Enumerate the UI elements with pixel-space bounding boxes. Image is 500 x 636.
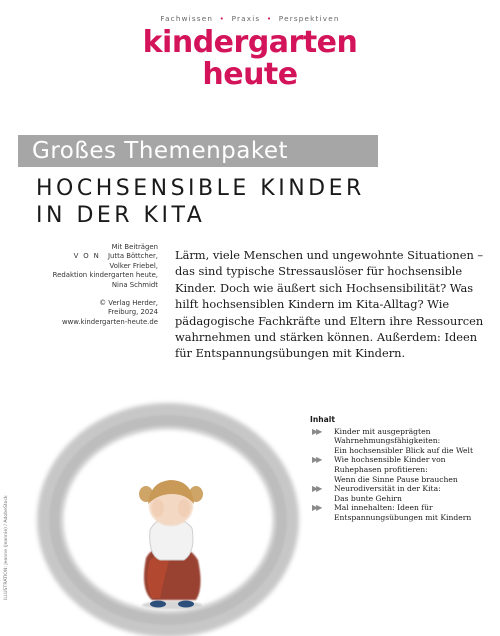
credits-author-4: Nina Schmidt [111,280,158,289]
headline-line-1: HOCHSENSIBLE KINDER [36,176,365,201]
tagline-item-3: Perspektiven [278,14,340,23]
double-arrow-icon: ▶▶ [312,426,321,436]
credits-author-1: Jutta Böttcher, [108,252,158,261]
credits-copyright-2: Freiburg, 2024 [107,308,158,317]
toc-item-line: Wahrnehmungsfähigkeiten: [334,436,441,446]
toc-item-line: Mal innehalten: Ideen für [334,503,433,513]
credits-author-2: Volker Friebel, [109,261,158,270]
toc-title: Inhalt [310,415,335,424]
credits-author-3: Redaktion kindergarten heute, [52,271,158,280]
headline-line-2: IN DER KITA [36,203,206,228]
image-credit: ILLUSTRATION: Jeanne (Jeannie) / AdobeStock [4,495,9,600]
tagline-item-1: Fachwissen [160,14,214,23]
double-arrow-icon: ▶▶ [312,484,321,494]
tagline-dot-2: • [266,14,273,23]
toc-item-line: Das bunte Gehirn [334,493,402,503]
toc-item-line: Neurodiversität in der Kita: [334,484,441,494]
toc-item-line: Ein hochsensibler Blick auf die Welt [334,445,474,455]
toc-item-line: Ruhephasen profitieren: [334,464,428,474]
toc-item-line: Wenn die Sinne Pause brauchen [334,474,458,484]
double-arrow-icon: ▶▶ [312,455,321,465]
tagline-dot-1: • [219,14,226,23]
credits-website[interactable]: www.kindergarten-heute.de [61,317,158,326]
intro-text: Lärm, viele Menschen und ungewohnte Situationen – das sind typische Stressauslöser für hochsensible Kinder. Doch wie äußert sich Hochsensibilität? Was hilft hochsensiblen Kindern im Kita-Alltag? Wie pädagogische Fachkräfte und Eltern ihre Ressourcen wahrnehmen und stärken können. Außerdem: Ideen für Entspannungsübungen mit Kindern. [175,248,484,361]
toc-item-line: Wie hochsensible Kinder von [334,455,446,465]
double-arrow-icon: ▶▶ [312,503,321,513]
banner-title: Großes Themenpaket [32,138,289,164]
toc-item-line: Entspannungsübungen mit Kindern [334,512,472,522]
logo-line-2: heute [202,57,298,92]
credits-copyright-1: © Verlag Herder, [99,299,158,308]
tagline-item-2: Praxis [231,14,261,23]
toc-item[interactable] [310,427,492,456]
credits-contributions: Mit Beiträgen [111,243,158,251]
child-figure [139,480,203,609]
toc-item[interactable] [310,503,492,522]
toc-item-line: Kinder mit ausgeprägten [334,426,431,436]
logo-line-1: kindergarten [142,25,358,60]
table-of-contents [310,415,492,523]
credits-von: VON [73,252,104,261]
toc-item[interactable] [310,484,492,503]
toc-item[interactable] [310,455,492,484]
